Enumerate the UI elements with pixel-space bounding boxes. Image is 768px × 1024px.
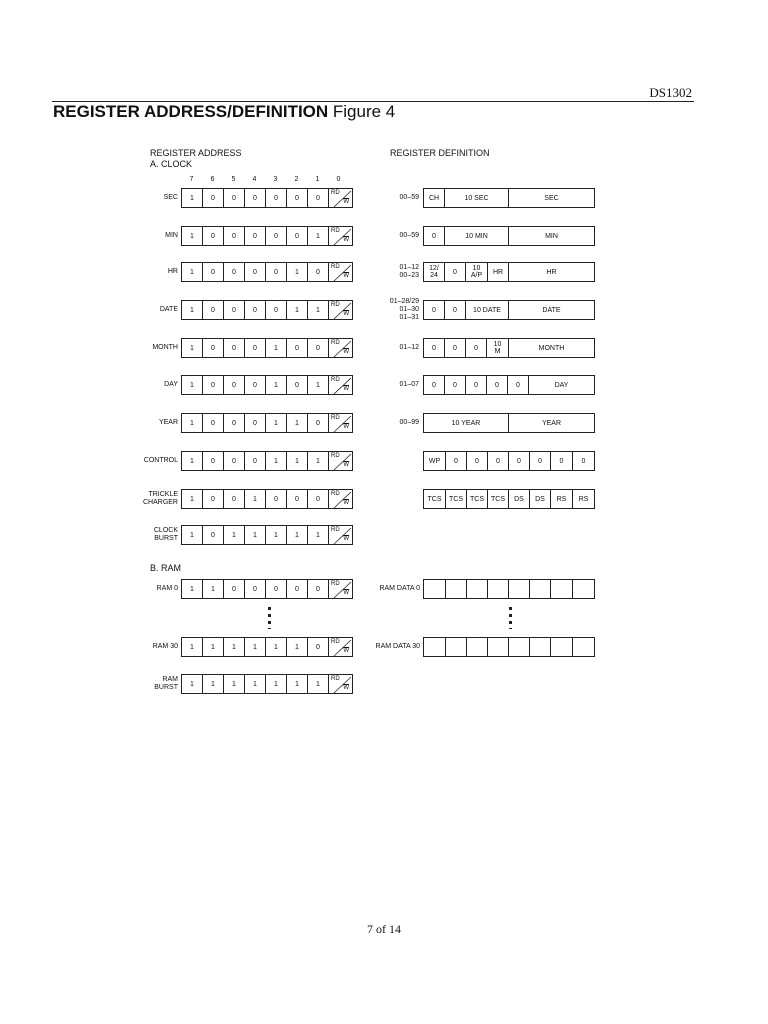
address-bit: 0 <box>244 226 266 246</box>
address-bit: 0 <box>307 637 329 657</box>
definition-cell: 0 <box>487 451 509 471</box>
address-bit: 0 <box>307 262 329 282</box>
address-bit: 0 <box>307 413 329 433</box>
definition-cell <box>423 637 446 657</box>
address-bit: 1 <box>181 579 203 599</box>
address-row-label: DAY <box>164 381 178 388</box>
definition-cell <box>445 637 467 657</box>
read-write-bit <box>328 262 353 282</box>
definition-cell: 0 <box>572 451 595 471</box>
read-write-bit <box>328 451 353 471</box>
vertical-ellipsis <box>509 607 512 629</box>
definition-cell: DS <box>529 489 551 509</box>
address-bit: 1 <box>244 525 266 545</box>
address-bit: 0 <box>244 451 266 471</box>
definition-cell: MONTH <box>508 338 595 358</box>
rd-label: RD <box>331 639 340 645</box>
address-row-label: TRICKLE CHARGER <box>142 491 178 506</box>
address-bit: 1 <box>181 637 203 657</box>
definition-cell: 0 <box>444 262 466 282</box>
definition-cell: RS <box>550 489 573 509</box>
address-bit: 0 <box>223 188 245 208</box>
address-bit: 0 <box>244 338 266 358</box>
definition-cell: CH <box>423 188 445 208</box>
address-bit: 0 <box>307 188 329 208</box>
definition-cell: YEAR <box>508 413 595 433</box>
definition-cell: 0 <box>465 338 487 358</box>
address-bit: 1 <box>286 451 308 471</box>
address-bit: 1 <box>286 262 308 282</box>
definition-cell: RS <box>572 489 595 509</box>
definition-cell: HR <box>508 262 595 282</box>
rd-label: RD <box>331 676 340 682</box>
definition-cell: SEC <box>508 188 595 208</box>
definition-range: 00–59 <box>399 232 419 239</box>
address-bit: 0 <box>223 413 245 433</box>
address-bit: 1 <box>223 525 245 545</box>
w-label: $\overline{W}$ <box>343 536 349 542</box>
address-bit: 0 <box>244 579 266 599</box>
definition-cell: 0 <box>445 451 467 471</box>
definition-cell: 0 <box>444 338 466 358</box>
rd-label: RD <box>331 453 340 459</box>
address-bit: 1 <box>244 637 266 657</box>
address-bit: 1 <box>307 226 329 246</box>
definition-cell <box>572 637 595 657</box>
read-write-bit <box>328 489 353 509</box>
rd-label: RD <box>331 377 340 383</box>
definition-cell: 10 M <box>486 338 509 358</box>
definition-cell: TCS <box>487 489 509 509</box>
definition-cell: 0 <box>529 451 551 471</box>
address-bit: 1 <box>181 188 203 208</box>
address-bit: 0 <box>223 338 245 358</box>
definition-cell <box>529 637 551 657</box>
address-bit: 1 <box>265 375 287 395</box>
address-bit: 1 <box>202 637 224 657</box>
page-number: 7 of 14 <box>367 922 401 936</box>
w-label: $\overline{W}$ <box>343 648 349 654</box>
address-bit: 0 <box>202 413 224 433</box>
document-id: DS1302 <box>649 85 692 100</box>
definition-range: RAM DATA 0 <box>379 585 420 592</box>
definition-cell: 0 <box>466 451 488 471</box>
address-bit: 0 <box>286 489 308 509</box>
w-label: $\overline{W}$ <box>343 590 349 596</box>
address-bit: 0 <box>223 375 245 395</box>
ram-section-heading: B. RAM <box>150 563 182 573</box>
definition-cell <box>572 579 595 599</box>
definition-cell <box>508 637 530 657</box>
address-row-label: YEAR <box>158 419 178 426</box>
read-write-bit <box>328 226 353 246</box>
bit-number: 3 <box>273 176 278 183</box>
definition-cell: TCS <box>466 489 488 509</box>
w-label: $\overline{W}$ <box>343 424 349 430</box>
rd-label: RD <box>331 491 340 497</box>
definition-cell: 0 <box>444 375 466 395</box>
address-bit: 1 <box>307 375 329 395</box>
rd-label: RD <box>331 264 340 270</box>
definition-cell: WP <box>423 451 446 471</box>
address-bit: 1 <box>286 674 308 694</box>
w-label: $\overline{W}$ <box>343 273 349 279</box>
definition-cell: 0 <box>423 300 445 320</box>
definition-cell <box>466 579 488 599</box>
address-bit: 1 <box>265 413 287 433</box>
read-write-bit <box>328 338 353 358</box>
definition-range: 01–07 <box>399 381 419 388</box>
address-bit: 0 <box>202 226 224 246</box>
address-row-label: CLOCK BURST <box>153 527 178 542</box>
definition-cell <box>445 579 467 599</box>
address-bit: 1 <box>181 226 203 246</box>
definition-cell: DATE <box>508 300 595 320</box>
address-bit: 1 <box>223 637 245 657</box>
address-bit: 1 <box>181 338 203 358</box>
address-row-label: DATE <box>159 306 178 313</box>
address-row-label: CONTROL <box>143 457 178 464</box>
rd-label: RD <box>331 340 340 346</box>
definition-cell: 10 A/P <box>465 262 488 282</box>
figure-title-number: Figure 4 <box>328 102 396 121</box>
address-bit: 1 <box>286 300 308 320</box>
w-label: $\overline{W}$ <box>343 199 349 205</box>
definition-range: 01–12 <box>399 344 419 351</box>
definition-cell: 0 <box>444 300 466 320</box>
address-bit: 0 <box>307 579 329 599</box>
address-bit: 0 <box>202 525 224 545</box>
rd-label: RD <box>331 581 340 587</box>
address-bit: 0 <box>244 375 266 395</box>
address-bit: 0 <box>265 300 287 320</box>
w-label: $\overline{W}$ <box>343 311 349 317</box>
definition-cell <box>423 579 446 599</box>
address-bit: 0 <box>202 489 224 509</box>
address-bit: 1 <box>181 262 203 282</box>
definition-cell: 10 MIN <box>444 226 509 246</box>
definition-cell <box>508 579 530 599</box>
w-label: $\overline{W}$ <box>343 386 349 392</box>
definition-cell: TCS <box>445 489 467 509</box>
definition-cell: 10 SEC <box>444 188 509 208</box>
address-bit: 0 <box>244 188 266 208</box>
address-bit: 0 <box>244 300 266 320</box>
read-write-bit <box>328 300 353 320</box>
address-bit: 0 <box>202 300 224 320</box>
address-bit: 1 <box>265 338 287 358</box>
address-bit: 0 <box>265 226 287 246</box>
w-label: $\overline{W}$ <box>343 237 349 243</box>
read-write-bit <box>328 375 353 395</box>
address-bit: 1 <box>202 674 224 694</box>
read-write-bit <box>328 188 353 208</box>
rd-label: RD <box>331 302 340 308</box>
address-bit: 1 <box>307 451 329 471</box>
address-bit: 0 <box>286 338 308 358</box>
address-bit: 1 <box>244 489 266 509</box>
address-row-label: HR <box>167 268 178 275</box>
definition-cell: 0 <box>486 375 508 395</box>
definition-cell: DAY <box>528 375 595 395</box>
address-bit: 0 <box>286 375 308 395</box>
address-bit: 0 <box>202 262 224 282</box>
address-bit: 0 <box>202 451 224 471</box>
address-bit: 0 <box>223 579 245 599</box>
bit-number: 0 <box>336 176 341 183</box>
w-label: $\overline{W}$ <box>343 349 349 355</box>
definition-cell: MIN <box>508 226 595 246</box>
address-bit: 1 <box>181 674 203 694</box>
bit-number: 2 <box>294 176 299 183</box>
address-bit: 0 <box>265 489 287 509</box>
definition-cell: HR <box>487 262 509 282</box>
definition-cell <box>529 579 551 599</box>
definition-cell <box>550 579 573 599</box>
address-bit: 0 <box>307 338 329 358</box>
definition-cell: 12/ 24 <box>423 262 445 282</box>
address-bit: 1 <box>181 451 203 471</box>
definition-cell: 0 <box>507 375 529 395</box>
definition-cell: 0 <box>508 451 530 471</box>
address-bit: 0 <box>286 579 308 599</box>
bit-number: 7 <box>189 176 194 183</box>
address-bit: 0 <box>223 226 245 246</box>
address-bit: 1 <box>244 674 266 694</box>
address-bit: 0 <box>223 489 245 509</box>
definition-range: 00–99 <box>399 419 419 426</box>
address-bit: 1 <box>265 525 287 545</box>
address-row-label: SEC <box>163 194 178 201</box>
definition-cell <box>466 637 488 657</box>
address-bit: 1 <box>307 674 329 694</box>
rd-label: RD <box>331 415 340 421</box>
address-bit: 1 <box>181 375 203 395</box>
read-write-bit <box>328 413 353 433</box>
rd-label: RD <box>331 228 340 234</box>
definition-cell <box>487 637 509 657</box>
address-bit: 0 <box>223 300 245 320</box>
address-bit: 1 <box>286 413 308 433</box>
address-bit: 0 <box>307 489 329 509</box>
address-row-label: MIN <box>165 232 178 239</box>
bit-number: 4 <box>252 176 257 183</box>
bit-number: 6 <box>210 176 215 183</box>
address-bit: 1 <box>181 413 203 433</box>
address-row-label: RAM 0 <box>156 585 178 592</box>
definition-range: 00–59 <box>399 194 419 201</box>
read-write-bit <box>328 525 353 545</box>
figure-title-bold: REGISTER ADDRESS/DEFINITION <box>53 102 329 121</box>
address-bit: 1 <box>286 525 308 545</box>
address-bit: 0 <box>202 188 224 208</box>
definition-cell: 0 <box>465 375 487 395</box>
definition-cell: TCS <box>423 489 446 509</box>
address-bit: 0 <box>265 188 287 208</box>
w-label: $\overline{W}$ <box>343 500 349 506</box>
address-bit: 1 <box>307 300 329 320</box>
register-address-heading: REGISTER ADDRESS <box>150 148 242 158</box>
address-bit: 1 <box>265 637 287 657</box>
definition-range: 01–12 00–23 <box>399 264 419 279</box>
definition-cell <box>487 579 509 599</box>
address-bit: 1 <box>265 674 287 694</box>
address-bit: 1 <box>307 525 329 545</box>
address-bit: 0 <box>202 375 224 395</box>
bit-number: 1 <box>315 176 320 183</box>
address-bit: 1 <box>202 579 224 599</box>
address-bit: 1 <box>265 451 287 471</box>
rd-label: RD <box>331 190 340 196</box>
address-row-label: RAM BURST <box>154 676 178 691</box>
rd-label: RD <box>331 527 340 533</box>
w-label: $\overline{W}$ <box>343 685 349 691</box>
definition-cell: 0 <box>423 226 445 246</box>
definition-cell <box>550 637 573 657</box>
address-bit: 1 <box>181 300 203 320</box>
address-row-label: MONTH <box>152 344 178 351</box>
address-bit: 1 <box>181 525 203 545</box>
address-bit: 1 <box>223 674 245 694</box>
definition-range: RAM DATA 30 <box>375 643 420 650</box>
address-bit: 1 <box>181 489 203 509</box>
definition-cell: 10 DATE <box>465 300 509 320</box>
definition-cell: DS <box>508 489 530 509</box>
definition-cell: 0 <box>423 375 445 395</box>
address-bit: 0 <box>202 338 224 358</box>
clock-section-heading: A. CLOCK <box>150 159 193 169</box>
address-bit: 0 <box>244 413 266 433</box>
w-label: $\overline{W}$ <box>343 462 349 468</box>
bit-number: 5 <box>231 176 236 183</box>
address-bit: 0 <box>286 188 308 208</box>
definition-cell: 10 YEAR <box>423 413 509 433</box>
address-bit: 0 <box>286 226 308 246</box>
vertical-ellipsis <box>268 607 271 629</box>
figure-title <box>53 102 395 122</box>
definition-cell: 0 <box>423 338 445 358</box>
register-definition-heading: REGISTER DEFINITION <box>390 148 490 158</box>
address-bit: 0 <box>265 579 287 599</box>
address-row-label: RAM 30 <box>152 643 178 650</box>
definition-range: 01–28/29 01–30 01–31 <box>389 298 419 321</box>
address-bit: 0 <box>223 262 245 282</box>
address-bit: 0 <box>265 262 287 282</box>
address-bit: 1 <box>286 637 308 657</box>
address-bit: 0 <box>223 451 245 471</box>
definition-cell: 0 <box>550 451 573 471</box>
read-write-bit <box>328 674 353 694</box>
address-bit: 0 <box>244 262 266 282</box>
